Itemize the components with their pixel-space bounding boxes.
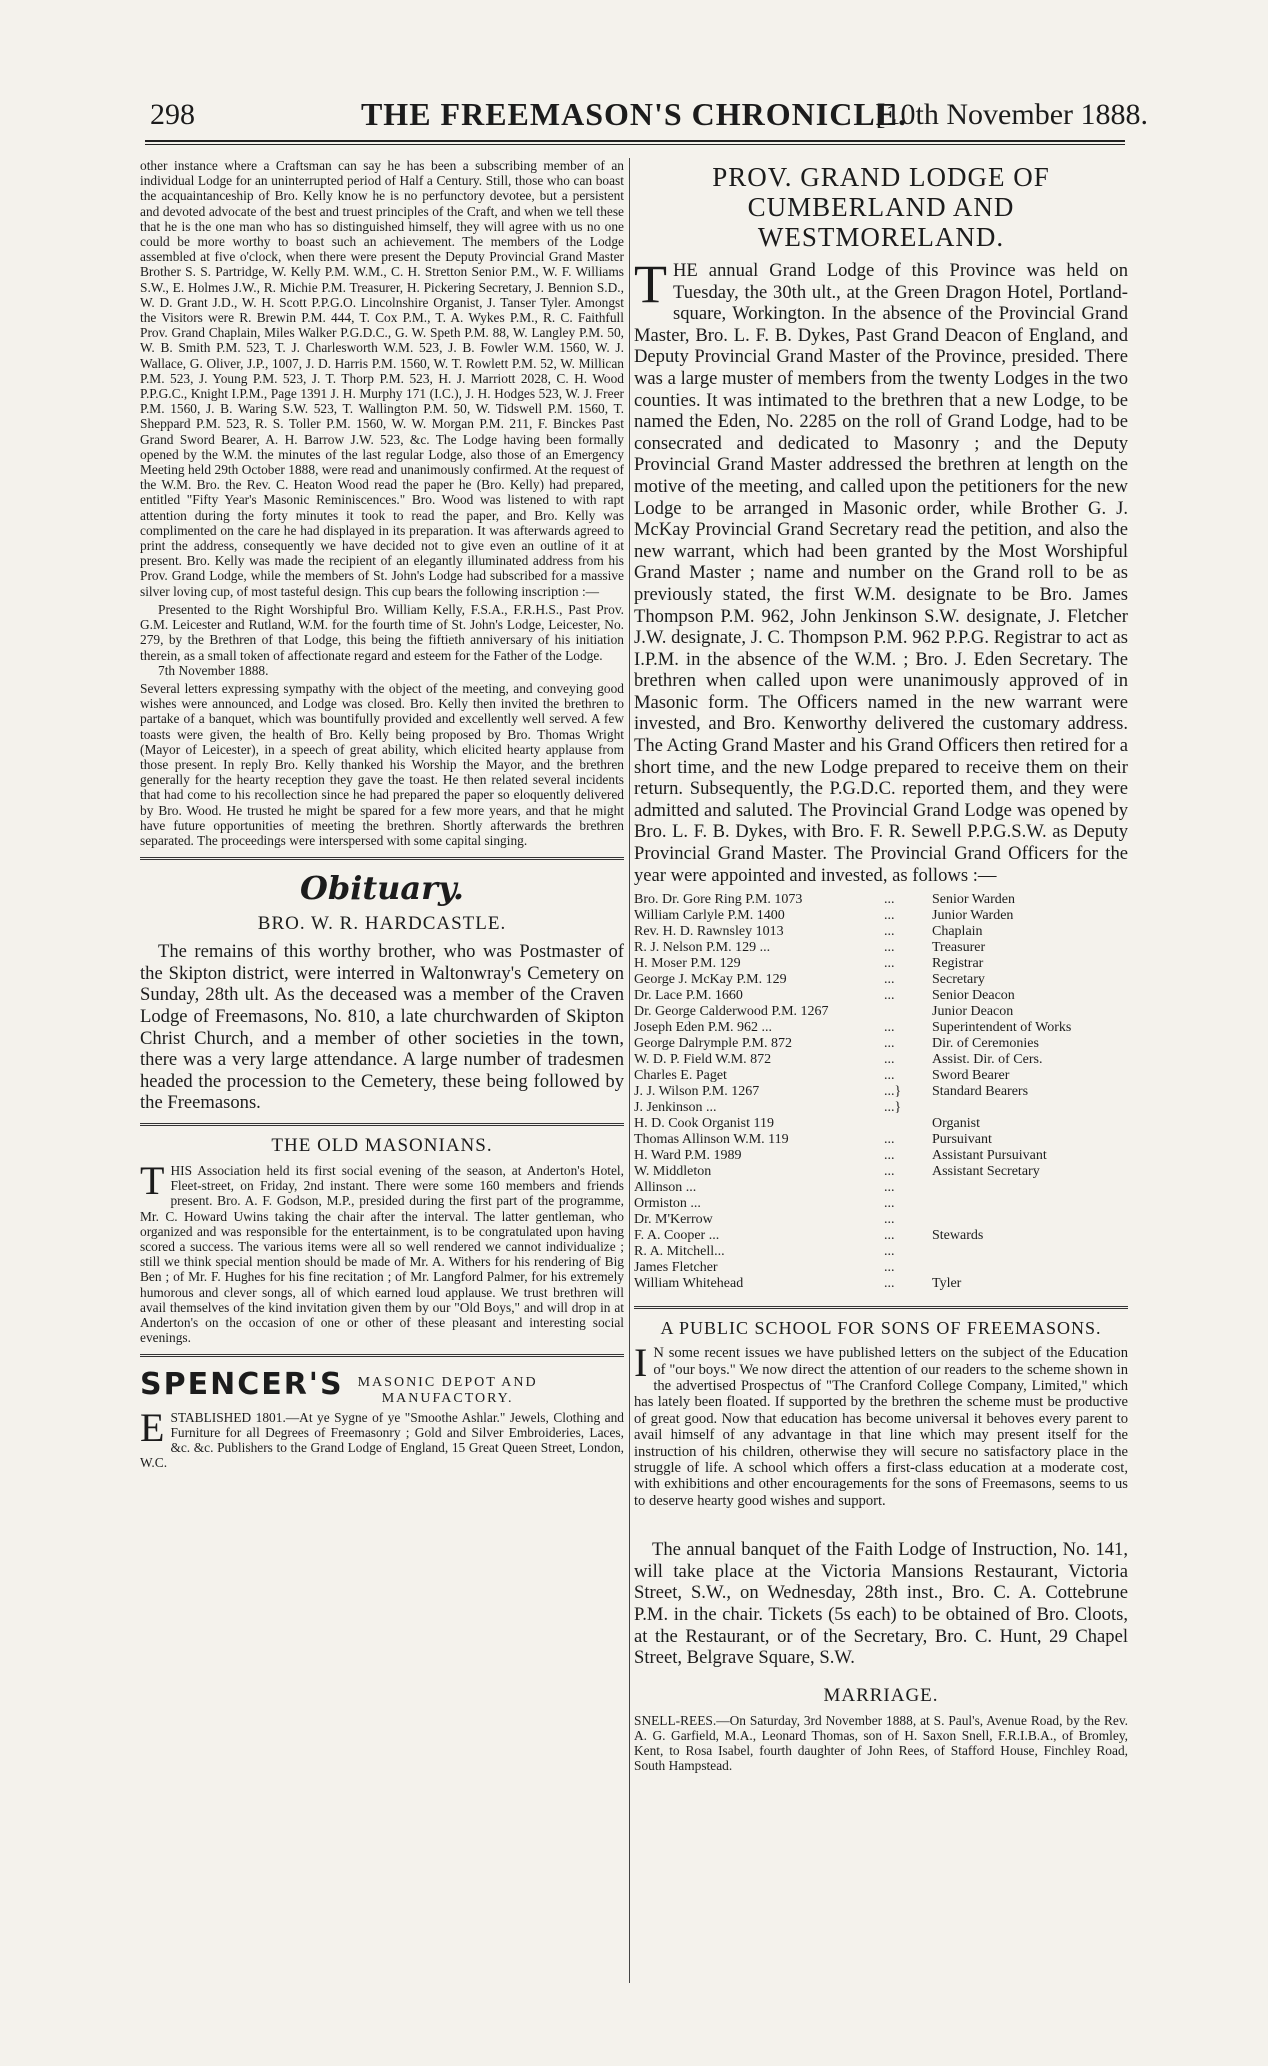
officer-name: William Carlyle P.M. 1400: [634, 908, 785, 924]
officer-row: [634, 1148, 1128, 1164]
officer-dots: ...: [884, 972, 895, 988]
obituary-heading: Obituary.: [299, 869, 465, 908]
dropcap: E: [140, 1404, 165, 1450]
officer-row: [634, 1260, 1128, 1276]
old-masonians-heading: THE OLD MASONIANS.: [271, 1134, 493, 1156]
officer-name: Allinson ...: [634, 1180, 697, 1196]
officer-dots: ...}: [884, 1084, 902, 1100]
officer-name: H. Moser P.M. 129: [634, 956, 741, 972]
officer-office: Chaplain: [932, 924, 983, 940]
officer-name: Dr. M'Kerrow: [634, 1212, 713, 1228]
officer-row: [634, 1020, 1128, 1036]
officer-dots: ...: [884, 1164, 895, 1180]
prov-grand-lodge-heading: PROV. GRAND LODGE OF CUMBERLAND AND WESTMORELAND.: [712, 162, 1050, 252]
dropcap: T: [634, 254, 667, 314]
officer-office: Secretary: [932, 972, 985, 988]
officer-row: [634, 908, 1128, 924]
officer-dots: ...: [884, 1148, 895, 1164]
officer-row: [634, 972, 1128, 988]
officer-office: Assist. Dir. of Cers.: [932, 1052, 1043, 1068]
officer-office: Dir. of Ceremonies: [932, 1036, 1039, 1052]
officer-name: F. A. Cooper ...: [634, 1228, 720, 1244]
page-header: [120, 96, 1148, 136]
section-divider: [140, 857, 624, 860]
officer-name: James Fletcher: [634, 1260, 718, 1276]
officer-name: J. Jenkinson ...: [634, 1100, 717, 1116]
officer-office: Assistant Pursuivant: [932, 1148, 1047, 1164]
officer-dots: ...: [884, 892, 895, 908]
officer-name: Rev. H. D. Rawnsley 1013: [634, 924, 784, 940]
officer-row: [634, 1276, 1128, 1292]
ad-line-1: MASONIC DEPOT AND: [357, 1374, 538, 1390]
officer-name: Dr. George Calderwood P.M. 1267: [634, 1004, 829, 1020]
officer-row: [634, 1004, 1128, 1020]
officer-name: Bro. Dr. Gore Ring P.M. 1073: [634, 892, 803, 908]
banquet-report: Several letters expressing sympathy with the object of the meeting, and conveying good wishes were announced, and Lodge was closed. Bro. Kelly then invited the brethren to partake of a banquet, which was bountifully provided and excellently well served. A few toasts were given, the health of Bro. Kelly being proposed by Bro. Thomas Wright (Mayor of Leicester), in a speech of great ability, which elicited hearty applause from those present. In reply Bro. Kelly thanked his Worship the Mayor, and the brethren generally for the hearty reception they gave the toast. He then related several incidents that had come to his recollection since he had prepared the paper so eloquently delivered by Bro. Wood. He trusted he might be spared for a few more years, and that he might have future opportunities of meeting the brethren. Shortly afterwards the brethren separated. The proceedings were interspersed with some capital singing.: [140, 680, 624, 848]
officer-office: Superintendent of Works: [932, 1020, 1072, 1036]
officer-row: [634, 1084, 1128, 1100]
marriage-heading: MARRIAGE.: [823, 1684, 939, 1706]
officer-row: [634, 1100, 1128, 1116]
officer-office: Junior Warden: [932, 908, 1014, 924]
officer-dots: ...: [884, 924, 895, 940]
officer-dots: ...: [884, 1228, 895, 1244]
spencer-ad-text: ESTABLISHED 1801.—At ye Sygne of ye "Smoothe Ashlar." Jewels, Clothing and Furniture for all Degrees of Freemasonry ; Gold and Silver Embroideries, Laces, &c. &c. Publishers to the Grand Lodge of England, 15 Great Queen Street, London, W.C.: [140, 1404, 624, 1471]
officer-name: J. J. Wilson P.M. 1267: [634, 1084, 760, 1100]
officer-dots: ...: [884, 1244, 895, 1260]
spencer-ad-header: [140, 1367, 624, 1406]
officer-dots: ...: [884, 1036, 895, 1052]
issue-date: [10th November 1888.: [875, 98, 1148, 131]
officer-row: [634, 1164, 1128, 1180]
officer-row: [634, 1068, 1128, 1084]
officer-name: W. D. P. Field W.M. 872: [634, 1052, 772, 1068]
officer-office: Assistant Secretary: [932, 1164, 1040, 1180]
officer-office: Treasurer: [932, 940, 986, 956]
marriage-notice: SNELL-REES.—On Saturday, 3rd November 1888, at S. Paul's, Avenue Road, by the Rev. A. G. Garfield, M.A., Leonard Thomas, son of H. Saxon Snell, F.R.I.B.A., of Bromley, Kent, to Rosa Isabel, fourth daughter of John Rees, of Stafford House, Finchley Road, South Hampstead.: [634, 1712, 1128, 1774]
header-rule-thin: [145, 144, 1125, 145]
officer-dots: ...: [884, 940, 895, 956]
faith-lodge-banquet-notice: The annual banquet of the Faith Lodge of Instruction, No. 141, will take place at the Victoria Mansions Restaurant, Victoria Street, S.W., on Wednesday, 28th inst., Bro. C. A. Cottebrune P.M. in the chair. Tickets (5s each) to be obtained of Bro. Cloots, at the Restaurant, or of the Secretary, Bro. C. Hunt, 29 Chapel Street, Belgrave Square, S.W.: [634, 1539, 1128, 1669]
officer-row: [634, 1180, 1128, 1196]
officer-dots: [884, 1004, 932, 1020]
officer-dots: ...: [884, 1068, 895, 1084]
officer-office: Stewards: [932, 1228, 984, 1244]
officer-office: [932, 1212, 1128, 1228]
officer-office: Organist: [932, 1116, 980, 1132]
officer-office: Senior Deacon: [932, 988, 1015, 1004]
officers-table: [634, 892, 1128, 1292]
page-number: 298: [150, 98, 195, 131]
officer-row: [634, 892, 1128, 908]
spencer-subtitle: [358, 1375, 538, 1407]
officer-name: R. A. Mitchell...: [634, 1244, 725, 1260]
dropcap: I: [634, 1340, 648, 1386]
officer-dots: ...: [884, 1180, 895, 1196]
officer-name: Charles E. Paget: [634, 1068, 727, 1084]
ad-line-2: MANUFACTORY.: [381, 1390, 514, 1406]
prov-grand-lodge-text: THE annual Grand Lodge of this Province was held on Tuesday, the 30th ult., at the Green Dragon Hotel, Portland-square, Workington. In the absence of the Provincial Grand Master, Bro. L. F. B. Dykes, Past Grand Deacon of England, and Deputy Provincial Grand Master of the Province, presided. There was a large muster of members from the twenty Lodges in the two counties. It was intimated to the brethren that a new Lodge, to be named the Eden, No. 2285 on the roll of Grand Lodge, had to be consecrated and dedicated to Masonry ; and the Deputy Provincial Grand Master addressed the brethren at length on the motive of the meeting, and called upon the petitioners for the new Lodge to be arranged in Masonic order, while Brother G. J. McKay Provincial Grand Secretary read the petition, and also the new warrant, which had been granted by the Most Worshipful Grand Master ; name and number on the Grand roll to be as previously stated, the first W.M. designate to be Bro. James Thompson P.M. 962, John Jenkinson S.W. designate, J. Fletcher J.W. designate, J. C. Thompson P.M. 962 P.P.G. Registrar to act as I.P.M. in the absence of the W.M. ; Bro. J. Eden Secretary. The brethren when called upon were unanimously approved of in Masonic form. The Officers named in the new warrant were invested, and Bro. Kenworthy delivered the customary address. The Acting Grand Master and his Grand Officers then retired for a short time, and the new Lodge prepared to receive them on their return. Subsequently, the P.G.D.C. reported them, and they were admitted and saluted. The Provincial Grand Lodge was opened by Bro. L. F. B. Dykes, with Bro. F. R. Sewell P.P.G.S.W. as Deputy Provincial Grand Master. The Provincial Grand Officers for the year were appointed and invested, as follows :—: [634, 254, 1128, 886]
officer-row: [634, 1228, 1128, 1244]
old-masonians-text: THIS Association held its first social evening of the season, at Anderton's Hotel, Fleet-street, on Friday, 2nd instant. There were some 160 members and friends present. Bro. A. F. Godson, M.P., presided during the first part of the programme, Mr. C. Howard Uwins taking the chair after the interval. The latter gentleman, who organized and was responsible for the entertainment, is to be congratulated upon having scored a success. The various items were all so well rendered we cannot individualize ; still we think special mention should be made of Mr. A. Withers for his rendering of Big Ben ; of Mr. F. Hughes for his fine recitation ; of Mr. Langford Palmer, for his extremely humorous and clever songs, all of which earned loud applause. We trust brethren will avail themselves of the kind invitation given them by our "Old Boys," and will drop in at Anderton's on the occasion of one or other of these pleasant and interesting social evenings.: [140, 1157, 624, 1346]
public-school-heading: A PUBLIC SCHOOL FOR SONS OF FREEMASONS.: [660, 1318, 1102, 1339]
officer-office: Standard Bearers: [932, 1084, 1029, 1100]
officer-dots: ...: [884, 1276, 895, 1292]
officer-name: H. D. Cook Organist 119: [634, 1116, 774, 1132]
officer-office: [932, 1260, 1128, 1276]
officer-name: George J. McKay P.M. 129: [634, 972, 787, 988]
officer-row: [634, 1116, 1128, 1132]
officer-name: George Dalrymple P.M. 872: [634, 1036, 792, 1052]
left-column: [140, 158, 624, 1470]
officer-row: [634, 956, 1128, 972]
officer-row: [634, 1052, 1128, 1068]
officer-row: [634, 1132, 1128, 1148]
spencer-name: SPENCER'S: [140, 1367, 344, 1403]
officer-name: William Whitehead: [634, 1276, 744, 1292]
section-divider: [140, 1123, 624, 1126]
officer-row: [634, 1244, 1128, 1260]
header-rule: [145, 140, 1125, 142]
officer-office: Pursuivant: [932, 1132, 992, 1148]
officer-name: R. J. Nelson P.M. 129 ...: [634, 940, 771, 956]
officer-row: [634, 924, 1128, 940]
officer-office: [932, 1244, 1128, 1260]
officer-office: Registrar: [932, 956, 984, 972]
officer-row: [634, 1212, 1128, 1228]
inscription-date: 7th November 1888.: [158, 662, 269, 678]
officer-dots: ...: [884, 956, 895, 972]
officer-office: [932, 1100, 1128, 1116]
officer-row: [634, 940, 1128, 956]
officer-dots: [884, 1116, 932, 1132]
officer-dots: ...: [884, 1260, 895, 1276]
column-divider: [629, 158, 630, 1983]
officer-row: [634, 988, 1128, 1004]
publication-title: THE FREEMASON'S CHRONICLE.: [360, 96, 908, 132]
officer-dots: ...: [884, 1212, 895, 1228]
officer-dots: ...: [884, 1196, 895, 1212]
officer-dots: ...: [884, 1052, 895, 1068]
officer-row: [634, 1036, 1128, 1052]
officer-dots: ...: [884, 1020, 895, 1036]
section-divider: [140, 1354, 624, 1357]
officer-dots: ...: [884, 1132, 895, 1148]
right-column: [634, 158, 1128, 1774]
officer-name: Joseph Eden P.M. 962 ...: [634, 1020, 773, 1036]
officer-office: [932, 1196, 1128, 1212]
dropcap: T: [140, 1157, 165, 1203]
section-divider: [634, 1306, 1128, 1309]
officer-name: Ormiston ...: [634, 1196, 701, 1212]
officer-office: Junior Deacon: [932, 1004, 1014, 1020]
officer-name: H. Ward P.M. 1989: [634, 1148, 742, 1164]
obituary-subheading: BRO. W. R. HARDCASTLE.: [257, 913, 507, 935]
officer-row: [634, 1196, 1128, 1212]
officer-office: Tyler: [932, 1276, 962, 1292]
officer-office: Senior Warden: [932, 892, 1015, 908]
officer-dots: ...: [884, 908, 895, 924]
officer-office: [932, 1180, 1128, 1196]
officer-office: Sword Bearer: [932, 1068, 1010, 1084]
obituary-text: The remains of this worthy brother, who was Postmaster of the Skipton district, were interred in Waltonwray's Cemetery on Sunday, 28th ult. As the deceased was a member of the Craven Lodge of Freemasons, No. 810, a late churchwarden of Skipton Christ Church, and a member of other societies in the town, there was a very large attendance. A large number of tradesmen headed the procession to the Cemetery, these being followed by the Freemasons.: [140, 941, 624, 1114]
officer-name: Dr. Lace P.M. 1660: [634, 988, 743, 1004]
public-school-text: I N some recent issues we have published letters on the subject of the Education of "our boys." We now direct the attention of our readers to the scheme shown in the advertised Prospectus of "The Cranford College Company, Limited," which has lately been floated. If supported by the brethren the scheme must be productive of great good. Now that education has become universal it behoves every parent to avail himself of any advantage in that line which may present itself for the instruction of his children, otherwise they will secure no satisfactory place in the struggle of life. A school which offers a first-class education at a moderate cost, with exhibitions and other encouragements for the sons of Freemasons, seems to us to deserve hearty good wishes and support.: [634, 1340, 1128, 1509]
lodge-report-text: other instance where a Craftsman can say he has been a subscribing member of an individual Lodge for an uninterrupted period of Half a Century. Still, those who can boast the acquaintanceship of Bro. Kelly know he is no perfunctory devotee, but a persistent and devoted advocate of the best and truest principles of the Craft, and when we tell these that he is the one man who has so distinguished himself, they will agree with us no one could be more worthy to boast such an achievement. The members of the Lodge assembled at five o'clock, when there were present the Deputy Provincial Grand Master Brother S. S. Partridge, W. Kelly P.M. W.M., C. H. Stretton Senior P.M., W. F. Williams S.W., E. Holmes J.W., R. Michie P.M. Treasurer, H. Pickering Secretary, J. Bennion S.D., W. D. Grant J.D., W. H. Scott P.P.G.O. Lincolnshire Organist, J. Tanser Tyler. Amongst the Visitors were R. Brewin P.M. 444, T. Cox P.M., T. A. Wykes P.M., R. C. Faithfull Prov. Grand Chaplain, Miles Walker P.G.D.C., G. W. Speth P.M. 88, W. Langley P.M. 50, W. B. Smith P.M. 523, T. J. Charlesworth W.M. 523, J. B. Fowler W.M. 1560, W. J. Wallace, G. Oliver, J.P., 1007, J. D. Harris P.M. 1560, W. T. Rowlett P.M. 52, W. Millican P.M. 523, J. Young P.M. 523, J. T. Thorp P.M. 523, H. J. Marriott 2028, C. H. Wood P.P.G.C., Knight I.P.M., Page 1391 J. H. Murphy 171 (I.C.), J. H. Hodges 523, W. J. Freer P.M. 1560, J. B. Waring S.W. 523, T. Wallington P.M. 50, W. Tidswell P.M. 1560, T. Sheppard P.M. 523, R. S. Toller P.M. 1560, W. W. Morgan P.M. 211, F. Binckes Past Grand Sword Bearer, A. H. Barrow J.W. 523, &c. The Lodge having been formally opened by the W.M. the minutes of the last regular Lodge, also those of an Emergency Meeting held 29th October 1888, were read and unanimously confirmed. At the request of the W.M. Bro. the Rev. C. Heaton Wood read the paper he (Bro. Kelly) had prepared, entitled "Fifty Year's Masonic Reminiscences." Bro. Wood was listened to with rapt attention during the forty minutes it took to read the paper, and Bro. Kelly was complimented on the care he had displayed in its preparation. It was afterwards agreed to print the address, consequently we have decided not to give even an outline of it at present. Bro. Kelly was made the recipient of an elegantly illuminated address from his Prov. Grand Lodge, while the members of St. John's Lodge had subscribed for a massive silver loving cup, of most tasteful design. This cup bears the following inscription :—: [140, 158, 624, 599]
officer-name: Thomas Allinson W.M. 119: [634, 1132, 789, 1148]
cup-inscription: Presented to the Right Worshipful Bro. William Kelly, F.S.A., F.R.H.S., Past Prov. G.M. Leicester and Rutland, W.M. for the fourth time of St. John's Lodge, Leicester, No. 279, by the Brethren of that Lodge, this being the fiftieth anniversary of his initiation therein, as a small token of affectionate regard and esteem for the Father of the Lodge.: [140, 601, 624, 663]
officer-name: W. Middleton: [634, 1164, 712, 1180]
officer-dots: ...}: [884, 1100, 902, 1116]
officer-dots: ...: [884, 988, 895, 1004]
